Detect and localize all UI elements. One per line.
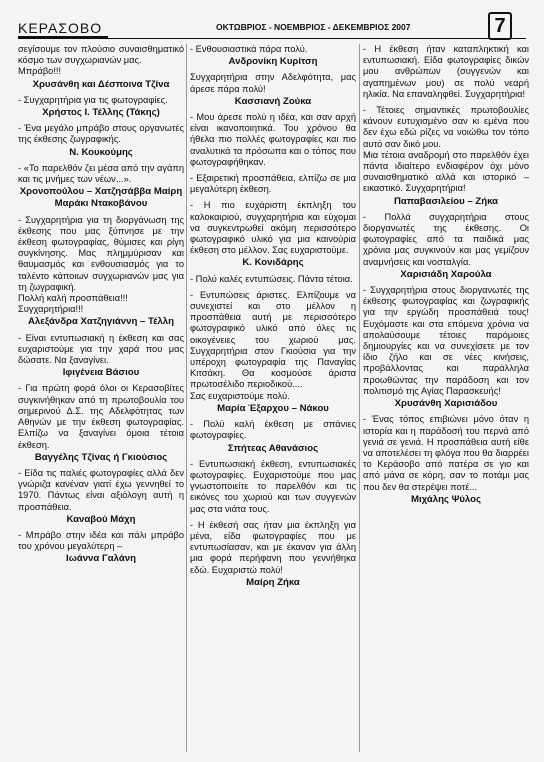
signature: Ιφιγένεια Βάσιου bbox=[62, 367, 140, 379]
header-rule bbox=[18, 38, 526, 39]
page-number: 7 bbox=[488, 12, 512, 40]
comment-item bbox=[18, 123, 184, 158]
comment-text: - Είναι εντυπωσιακή η έκθεση και σας ευχαριστούμε για την χαρά που μας δώσατε. Να ξαναγίνει. bbox=[18, 332, 184, 366]
comment-text: - Συγχαρητήρια για τη διοργάνωση της έκθεσης που μας ξύπνησε με την έκθεση φωτογραφίας, θύμισες και ρίγη συγκίνησης. Μας πλημμύρισαν και θαυμασμός και ενθουσιασμός για το ταλέντο κάποιων συγχωριανών μας για τη ζωγραφική. Πολλή καλή προσπάθεια!!! Συγχαρητήρια!!! bbox=[18, 214, 184, 315]
comment-item bbox=[190, 173, 356, 195]
signature: Μαίρη Ζήκα bbox=[246, 576, 300, 588]
signature: Σπήτεας Αθανάσιος bbox=[227, 442, 319, 454]
column-divider bbox=[359, 44, 360, 752]
comment-item bbox=[363, 105, 529, 207]
comment-item bbox=[190, 44, 356, 67]
signature: Καναβού Μάχη bbox=[66, 513, 136, 525]
signature: Βαγγέλης Τζίνας ή Γκιούσιος bbox=[34, 451, 168, 463]
comment-item bbox=[363, 414, 529, 505]
comment-text: - «Το παρελθόν ζει μέσα από την αγάπη και τις μνήμες των νέων...». bbox=[18, 162, 184, 185]
comment-text: - Εξαιρετική προσπάθεια, ελπίζω σε μια μεγαλύτερη έκθεση. bbox=[190, 173, 356, 195]
comment-text: - Ένα μεγάλο μπράβο στους οργανωτές της έκθεσης ζωγραφικής. bbox=[18, 123, 184, 145]
column-divider bbox=[186, 44, 187, 752]
signature: Χρονοπούλου – Χατζησάββα Μαίρη bbox=[19, 186, 183, 198]
signature: Παπαβασιλείου – Ζήκα bbox=[393, 195, 499, 207]
signature: Μαράκι Ντακοβάνου bbox=[54, 198, 148, 210]
comment-text: - Είδα τις παλιές φωτογραφίες αλλά δεν γνώριζα κανέναν γιατί έχω γεννηθεί το 1970. Πάντως είναι αξιόλογη αυτή η προσπάθεια. bbox=[18, 467, 184, 512]
comment-item bbox=[190, 200, 356, 268]
comment-item bbox=[190, 290, 356, 414]
comment-item bbox=[18, 44, 184, 90]
signature: Χαρισιάδη Χαρούλα bbox=[400, 268, 492, 280]
signature: Κ. Κονιδάρης bbox=[242, 257, 304, 269]
signature: Κασσιανή Ζούκα bbox=[234, 95, 312, 107]
newsletter-name: ΚΕΡΑΣΟΒΟ bbox=[18, 20, 103, 36]
signature: Ανδρονίκη Κυρίτση bbox=[228, 56, 318, 68]
comment-item bbox=[18, 383, 184, 462]
comment-text: - Για πρώτη φορά όλοι οι Κερασοβίτες συγκινήθηκαν από τη πρωτοβουλία του σημερινού Δ.Σ. της Αδελφότητας των Αθηνών με την έκθεση φωτογραφίας. Ελπίζω να ξαναγίνει όμοια τέτοια έκθεση. bbox=[18, 383, 184, 450]
comment-text: - Μπράβο στην ιδέα και πάλι μπράβο του χρόνου μεγαλύτερη – bbox=[18, 529, 184, 552]
comment-item bbox=[18, 163, 184, 210]
comment-item bbox=[363, 285, 529, 409]
signature: Μαρία Έξαρχου – Νάκου bbox=[217, 402, 329, 414]
comment-text: - Πολύ καλές εντυπώσεις. Πάντα τέτοια. bbox=[190, 273, 353, 284]
comment-text: - Μου άρεσε πολύ η ιδέα, και σαν αρχή είναι ικανοποιητικά. Του χρόνου θα ήθελα πιο πολλές φωτογραφίες και πιο αναλυτικά τα πρόσωπα και ο τόπος που φωτογραφήθηκαν. bbox=[190, 112, 356, 167]
signature: Χρήστος Ι. Τέλλης (Τάκης) bbox=[42, 107, 160, 119]
comment-item bbox=[190, 274, 356, 285]
comment-text: - Ένας τόπος επιβιώνει μόνο όταν η ιστορία και η παράδοσή του περνά από γενιά σε γενιά. Η προσπάθεια αυτή είθε να αποτελέσει τη φλόγα που θα διαρρέει το Κεράσοβο από πατέρα σε γιο και από μάνα σε κόρη, σαν το ποτάμι μας που δεν θα στερέψει ποτέ... bbox=[363, 414, 529, 492]
signature: Ν. Κουκούμης bbox=[69, 146, 133, 158]
comment-text: - Η έκθεση ήταν καταπληκτική και εντυπωσιακή. Είδα φωτογραφίες δικών μου ανθρώπων (συγγενών και αγαπημένων μου) σε πολύ νεαρή ηλικία. Να επαναληφθεί. Συγχαρητήρια! bbox=[363, 44, 529, 99]
signature: Χρυσάνθη και Δέσποινα Τζίνα bbox=[32, 78, 170, 90]
comment-text: σεγίσουμε τον πλούσιο συναισθηματικό κόσμο των συγχωριανών μας. Μπράβο!!! bbox=[18, 44, 184, 77]
comment-text: - Συγχαρητήρια στους διοργανωτές της έκθεσης φωτογραφίας και ζωγραφικής για την εργώδη προσπάθειά τους! Ευχόμαστε και στα επόμενα χρόνια να απολαύσουμε τέτοιες παρόμοιες δημιουργίες και να συνεχίσετε με τον ίδιο ζήλο και σε νέες κινήσεις, προβάλλοντας και παράλληλα προωθώντας την παράδοση και τον πολιτισμό της Αγίας Παρασκευής! bbox=[363, 285, 529, 396]
comment-item bbox=[190, 72, 356, 107]
column-3 bbox=[363, 44, 529, 758]
signature: Ιωάννα Γαλάνη bbox=[66, 553, 136, 565]
comment-text: - Εντυπώσεις άριστες. Ελπίζουμε να συνεχιστεί και στο μέλλον η προσπάθεια αυτή με περισσότερο φωτογραφικό υλικό από όλες τις οικογένειες του χωριού μας. Συγχαρητήρια στον Γκιούσια για την υπέροχη φωτογραφία της Παναγίας Κιτσάκη. Θα κοσμούσε άριστα πρωτοσέλιδο περιοδικού.... Σας ευχαριστούμε πολύ. bbox=[190, 289, 356, 401]
comment-item bbox=[18, 333, 184, 379]
signature: Χρυσάνθη Χαρισιάδου bbox=[394, 398, 498, 410]
signature: Μιχάλης Ψύλος bbox=[411, 493, 481, 505]
comment-text: Συγχαρητήρια στην Αδελφότητα, μας άρεσε πάρα πολύ! bbox=[190, 72, 356, 94]
comment-item bbox=[190, 459, 356, 515]
comment-text: - Ενθουσιαστικά πάρα πολύ. bbox=[190, 44, 308, 54]
column-2 bbox=[190, 44, 356, 758]
signature: Αλεξάνδρα Χατζηγιάννη – Τέλλη bbox=[28, 316, 174, 328]
comment-item bbox=[363, 212, 529, 280]
comment-text: - Εντυπωσιακή έκθεση, εντυπωσιακές φωτογραφίες. Ευχαριστούμε που μας γνωστοποιείτε το παρελθόν και τις εικόνες του χωριού και των συγγενών μας στα νιάτα τους. bbox=[190, 458, 356, 514]
comment-text: - Η πιο ευχάριστη έκπληξη του καλοκαιριού, συγχαρητήρια και εύχομαι να συγκεντρωθεί ακόμη περισσότερο φωτογραφικό υλικό για μια καινούρια έκθεση στο μέλλον. Σας ευχαριστούμε. bbox=[190, 200, 356, 256]
comment-item bbox=[18, 215, 184, 328]
comment-item bbox=[190, 419, 356, 454]
comment-item bbox=[190, 520, 356, 588]
comment-item bbox=[18, 530, 184, 565]
comment-text: - Τέτοιες σημαντικές πρωτοβουλίες κάνουν ευτυχισμένο σαν κι εμένα που δεν έχω εδώ ρίζες να νοιώθω τον τόπο αυτό σαν δικό μου. Μια τέτοια αναδρομή στο παρελθόν έχει πάντα ιδιαίτερο ενδιαφέρον όχι μόνο συναισθηματικό αλλά και ιστορικό – εικαστικό. Συγχαρητήρια! bbox=[363, 105, 529, 194]
page-header bbox=[0, 0, 544, 40]
comment-text: - Πολύ καλή έκθεση με σπάνιες φωτογραφίες. bbox=[190, 419, 356, 441]
issue-date: ΟΚΤΩΒΡΙΟΣ - ΝΟΕΜΒΡΙΟΣ - ΔΕΚΕΜΒΡΙΟΣ 2007 bbox=[216, 22, 411, 32]
column-1 bbox=[18, 44, 184, 758]
comment-text: - Η έκθεσή σας ήταν μια έκπληξη για μένα, είδα φωτογραφίες που με εντυπωσίασαν, και με έκαναν για άλλη μια φορά περήφανη που γεννήθηκα εδώ. Ευχαριστώ πολύ! bbox=[190, 519, 356, 575]
comment-text: - Πολλά συγχαρητήρια στους διοργανωτές της έκθεσης. Οι φωτογραφίες από τα παιδικά μας χρόνια μας συγκινούν και μας γεμίζουν αναμνήσεις και νοσταλγία. bbox=[363, 211, 529, 267]
comment-text: - Συγχαρητήρια για τις φωτογραφίες. bbox=[18, 94, 168, 105]
comment-item bbox=[190, 112, 356, 168]
comment-item bbox=[18, 95, 184, 118]
comment-item bbox=[363, 44, 529, 100]
comment-item bbox=[18, 468, 184, 525]
